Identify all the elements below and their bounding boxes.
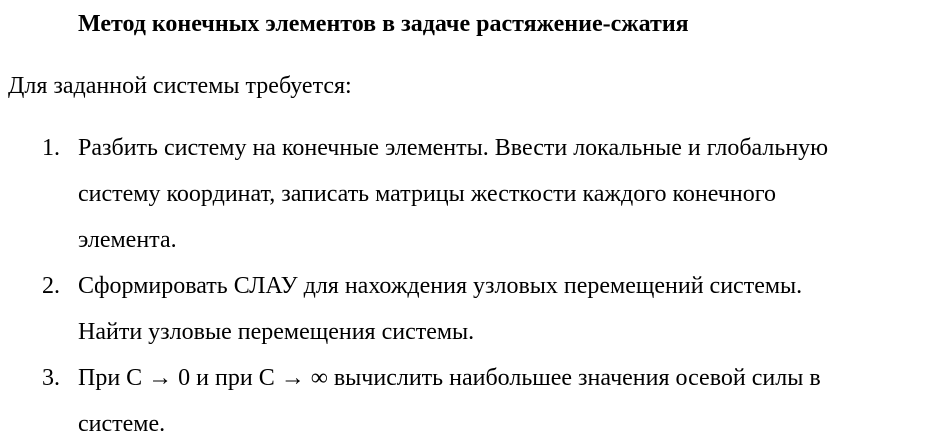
list-item-number: 2. xyxy=(42,273,60,299)
list-item-number: 3. xyxy=(42,365,60,391)
list-item-line: Разбить систему на конечные элементы. Ввести локальные и глобальную xyxy=(78,135,829,161)
list-item-number: 1. xyxy=(42,135,60,161)
document-title: Метод конечных элементов в задаче растяжение-сжатия xyxy=(78,11,689,37)
list-item-line: Найти узловые перемещения системы. xyxy=(78,319,475,345)
list-item-line: При C → 0 и при C → ∞ вычислить наибольшее значения осевой силы в xyxy=(78,365,821,391)
list-item xyxy=(0,355,923,447)
list-item xyxy=(0,263,923,355)
list-item-line: элемента. xyxy=(78,227,177,253)
list-item-line: Сформировать СЛАУ для нахождения узловых перемещений системы. xyxy=(78,273,803,299)
list-item-line: систему координат, записать матрицы жесткости каждого конечного xyxy=(78,181,776,207)
list-item-line: системе. xyxy=(78,411,166,437)
list-item xyxy=(0,125,923,263)
intro-text: Для заданной системы требуется: xyxy=(8,73,352,99)
task-list xyxy=(0,125,927,447)
